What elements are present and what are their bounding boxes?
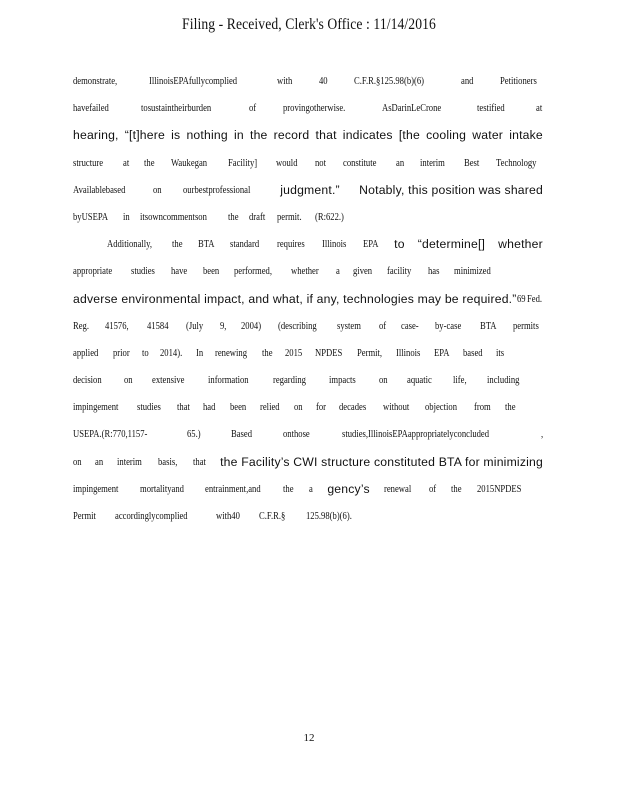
text-fragment: an <box>396 157 405 169</box>
text-line <box>73 286 543 313</box>
text-fragment: including <box>487 375 520 387</box>
text-fragment: intake <box>509 128 543 143</box>
text-fragment: permits <box>512 320 539 332</box>
text-fragment: on <box>153 184 162 196</box>
text-fragment: 69 <box>516 293 526 305</box>
text-fragment: USEPA.(R:770,1157- <box>73 429 148 441</box>
text-fragment: has <box>428 266 440 278</box>
text-fragment: at <box>535 103 542 115</box>
text-fragment: accordinglycomplied <box>115 511 189 522</box>
text-fragment: aquatic <box>406 375 432 387</box>
text-fragment: on <box>294 402 304 414</box>
text-line <box>73 503 359 530</box>
text-fragment: 41576, <box>105 320 130 332</box>
text-fragment: Illinois <box>395 347 421 359</box>
text-fragment: ourbestprofessional <box>182 184 250 196</box>
text-fragment: gency’s <box>327 481 370 496</box>
text-line <box>73 476 529 503</box>
text-line <box>73 231 543 258</box>
text-fragment: that <box>315 128 337 143</box>
text-fragment: on <box>378 375 388 387</box>
text-fragment: applied <box>73 347 99 359</box>
text-fragment: entrainment,and <box>204 483 261 495</box>
text-fragment: Availablebased <box>73 184 126 196</box>
text-fragment: studies <box>131 266 155 278</box>
text-fragment: had <box>203 402 216 414</box>
text-fragment: (July <box>185 320 203 332</box>
text-line <box>73 204 349 231</box>
text-fragment: have <box>171 266 188 278</box>
text-fragment: that <box>192 456 206 468</box>
text-line <box>73 258 497 285</box>
text-fragment: “[t]here <box>124 128 165 143</box>
text-fragment: BTA <box>197 239 215 251</box>
text-fragment: constitute <box>342 157 377 169</box>
text-fragment: the <box>451 483 462 495</box>
text-fragment: facility <box>387 266 412 278</box>
text-fragment: a <box>335 266 340 278</box>
text-fragment: case- <box>400 320 419 332</box>
text-fragment: 2014). <box>160 347 183 359</box>
text-fragment: 40 <box>319 76 329 87</box>
text-fragment: BTA <box>479 320 497 332</box>
text-fragment: from <box>473 402 491 414</box>
text-fragment: interim <box>116 456 142 468</box>
text-fragment: whether <box>290 266 319 278</box>
text-line <box>73 449 543 476</box>
text-fragment: Illinois <box>321 239 347 251</box>
text-fragment: Fed. <box>526 293 542 305</box>
text-fragment: NPDES <box>314 347 342 359</box>
text-fragment: of <box>429 483 437 495</box>
text-fragment: its <box>495 347 504 359</box>
text-fragment: structure <box>73 157 104 169</box>
filing-header: Filing - Received, Clerk's Office : 11/14/2016 <box>182 16 436 33</box>
text-fragment: Best <box>463 157 479 169</box>
text-fragment: onthose <box>282 429 310 441</box>
text-fragment: in <box>233 128 244 143</box>
text-fragment: without <box>382 402 409 414</box>
text-fragment: hearing, <box>73 128 119 143</box>
text-fragment: mortalityand <box>139 483 184 495</box>
text-fragment: been <box>202 266 220 278</box>
text-fragment: , <box>540 429 543 441</box>
text-fragment: information <box>208 375 249 387</box>
text-fragment: prior <box>112 347 130 359</box>
text-fragment: standard <box>229 239 259 251</box>
text-fragment: at <box>122 157 129 169</box>
text-fragment: Petitioners <box>500 76 537 87</box>
text-fragment: system <box>337 320 361 332</box>
text-fragment: relied <box>260 402 280 414</box>
text-fragment: objection <box>424 402 457 414</box>
text-fragment: appropriate <box>73 266 113 278</box>
text-fragment: minimized <box>454 266 491 278</box>
text-fragment: cooling <box>426 128 467 143</box>
text-line <box>73 68 543 95</box>
text-fragment: itsowncommentson <box>140 211 208 223</box>
text-fragment: the <box>227 211 239 223</box>
text-fragment: IllinoisEPAfullycomplied <box>149 76 238 87</box>
text-fragment: on <box>124 375 133 387</box>
text-fragment: C.F.R.§125.98(b)(6) <box>354 76 425 87</box>
text-fragment: In <box>196 347 204 359</box>
text-fragment: byUSEPA <box>73 211 109 223</box>
text-fragment: EPA <box>434 347 450 359</box>
text-fragment: indicates <box>342 128 393 143</box>
text-fragment: on <box>73 456 82 468</box>
text-fragment: regarding <box>273 375 307 387</box>
text-fragment: Waukegan <box>171 157 208 169</box>
text-fragment: Permit, <box>356 347 382 359</box>
text-fragment: would <box>275 157 298 169</box>
text-fragment: studies,IllinoisEPAappropriatelyconcluded <box>341 429 489 441</box>
text-fragment: interim <box>420 157 446 169</box>
text-fragment: [the <box>398 128 420 143</box>
text-fragment: by-case <box>435 320 462 332</box>
text-fragment: permit. <box>277 211 302 223</box>
text-fragment: that <box>176 402 190 414</box>
text-fragment: judgment.” <box>280 182 340 197</box>
text-line <box>73 394 517 421</box>
text-fragment: not <box>315 157 327 169</box>
text-fragment: AsDarinLeCrone <box>382 103 442 115</box>
text-fragment: impacts <box>329 375 357 387</box>
text-fragment: Technology <box>495 157 537 169</box>
text-fragment: 2015 <box>284 347 302 359</box>
text-fragment: 2004) <box>240 320 262 332</box>
text-fragment: the <box>504 402 516 414</box>
text-fragment: (R:622.) <box>315 211 345 223</box>
text-fragment: record <box>273 128 310 143</box>
text-fragment: Reg. <box>73 320 90 332</box>
text-fragment: water <box>472 128 504 143</box>
text-fragment: the <box>249 128 268 143</box>
text-fragment: to <box>142 347 149 359</box>
text-fragment: 125.98(b)(6). <box>305 511 352 522</box>
text-fragment: (describing <box>278 320 317 332</box>
text-fragment: Facility] <box>227 157 257 169</box>
text-fragment: for <box>316 402 327 414</box>
text-line <box>73 421 543 448</box>
text-fragment: Based <box>230 429 252 441</box>
text-fragment: is <box>171 128 181 143</box>
text-fragment: the Facility’s CWI structure constituted BTA for minimizing <box>220 454 543 469</box>
text-fragment: with <box>276 76 292 87</box>
text-fragment: 2015NPDES <box>477 483 522 495</box>
text-fragment: renewing <box>214 347 247 359</box>
text-fragment: of <box>248 103 256 115</box>
text-fragment: provingotherwise. <box>283 103 346 115</box>
text-line <box>73 313 543 340</box>
text-fragment: and <box>460 76 474 87</box>
text-fragment: the <box>262 347 273 359</box>
text-fragment: whether <box>498 237 543 252</box>
text-fragment: impingement <box>73 402 119 414</box>
text-fragment: performed, <box>234 266 273 278</box>
text-fragment: 41584 <box>146 320 169 332</box>
text-fragment: studies <box>137 402 162 414</box>
text-fragment: the <box>283 483 294 495</box>
text-fragment: tosustaintheirburden <box>140 103 212 115</box>
text-fragment: EPA <box>363 239 379 251</box>
text-line <box>73 150 543 177</box>
text-fragment: the <box>172 239 183 251</box>
text-fragment: an <box>95 456 104 468</box>
text-fragment: impingement <box>73 483 119 495</box>
text-fragment: of <box>378 320 386 332</box>
text-fragment: based <box>462 347 483 359</box>
text-fragment: life, <box>453 375 467 387</box>
text-fragment: decades <box>339 402 367 414</box>
text-fragment: with40 <box>215 511 240 522</box>
text-fragment: Permit <box>73 511 96 522</box>
text-line <box>73 367 525 394</box>
text-fragment: havefailed <box>73 103 109 115</box>
text-fragment: extensive <box>152 375 185 387</box>
text-fragment: 9, <box>219 320 227 332</box>
text-fragment: decision <box>73 375 102 387</box>
text-line <box>73 177 543 204</box>
text-fragment: adverse environmental impact, and what, if any, technologies may be required.” <box>73 291 517 306</box>
text-fragment: been <box>229 402 246 414</box>
text-fragment: in <box>123 211 130 223</box>
text-fragment: Notably, this position was shared <box>359 182 543 197</box>
text-fragment: nothing <box>186 128 228 143</box>
text-fragment: “determine[] <box>417 237 486 252</box>
text-fragment: testified <box>477 103 505 115</box>
document-body <box>73 68 543 530</box>
text-fragment: basis, <box>158 456 178 468</box>
text-fragment: 65.) <box>187 429 201 441</box>
text-line <box>73 122 543 149</box>
text-fragment: draft <box>249 211 266 223</box>
text-fragment: requires <box>276 239 305 251</box>
text-fragment: given <box>352 266 372 278</box>
text-fragment: to <box>394 237 405 252</box>
text-fragment: Additionally, <box>107 239 153 251</box>
text-fragment: C.F.R.§ <box>259 511 286 522</box>
text-fragment: demonstrate, <box>73 76 118 87</box>
text-line <box>73 95 543 122</box>
text-line <box>73 340 505 367</box>
page-number: 12 <box>303 732 315 744</box>
text-fragment: the <box>144 157 155 169</box>
text-fragment: renewal <box>383 483 411 495</box>
text-fragment: a <box>309 483 313 495</box>
